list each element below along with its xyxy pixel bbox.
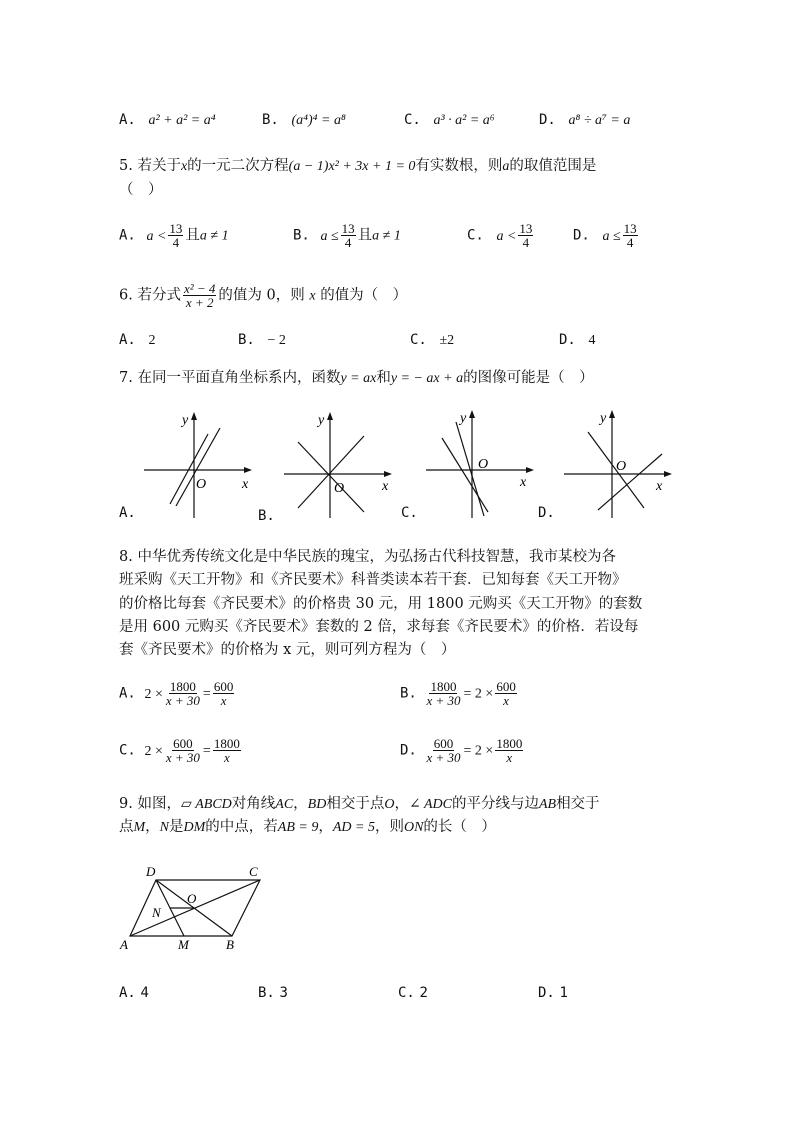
origin-label: O <box>196 477 207 492</box>
stem-text: 相交于 <box>556 796 600 812</box>
point-label-a: A <box>120 937 128 952</box>
equals-sign: = 2 × <box>463 686 494 702</box>
q8-option-b <box>400 680 519 707</box>
q5-option-c <box>467 222 535 249</box>
fraction-numerator: 1800 <box>213 736 240 751</box>
fraction-denominator: 4 <box>522 235 530 250</box>
line-y-ax <box>442 438 488 512</box>
stem-text: 点 <box>119 819 134 835</box>
q9-option-d <box>538 983 568 1003</box>
left-fraction <box>165 737 201 764</box>
option-expression: a² + a² = a⁴ <box>148 113 216 128</box>
fraction-numerator: 13 <box>341 221 355 236</box>
equation: (a − 1)x² + 3x + 1 = 0 <box>288 159 416 174</box>
fraction-numerator: 1800 <box>496 736 523 751</box>
fraction-numerator: 600 <box>213 679 234 694</box>
stem-text: 和 <box>376 370 391 386</box>
stem-text: 若分式 <box>137 287 181 304</box>
stem-text: ， <box>394 796 409 812</box>
fraction-numerator: 13 <box>623 221 637 236</box>
fraction-denominator: x <box>503 693 509 708</box>
option-label: B. <box>262 112 279 128</box>
origin-label: O <box>478 457 489 472</box>
option-value: 1 <box>559 985 568 1001</box>
q8-option-d <box>400 737 525 764</box>
q5-option-a <box>119 222 229 249</box>
axis-y-label: y <box>460 411 467 426</box>
q4-option-a <box>119 110 216 131</box>
option-label: D. <box>538 985 555 1001</box>
q9-option-b <box>258 983 288 1003</box>
axis-x-label: x <box>382 479 389 494</box>
left-fraction <box>425 680 461 707</box>
option-label: C. <box>467 227 484 244</box>
y-arrow <box>469 410 475 418</box>
x-arrow <box>244 467 252 473</box>
fraction <box>183 282 216 309</box>
y-arrow <box>327 412 333 420</box>
right-fraction <box>213 737 241 764</box>
q7-option-c-label: C. <box>401 505 418 521</box>
segment-ac: AC <box>275 797 294 812</box>
option-expression: a⁸ ÷ a⁷ = a <box>568 113 631 128</box>
option-label: B. <box>258 985 275 1001</box>
q8-option-a <box>119 680 236 707</box>
q8-stem-line-5: 套《齐民要术》的价格为 x 元，则可列方程为（ ） <box>119 642 456 658</box>
option-label: C. <box>404 112 421 128</box>
q5-answer-paren: （ ） <box>119 182 163 198</box>
option-label: C. <box>398 985 415 1001</box>
option-prefix: a ≤ <box>602 228 621 244</box>
question-number: 9. <box>119 796 133 812</box>
point-m: M <box>133 820 146 835</box>
equals-sign: = 2 × <box>463 743 494 759</box>
stem-text: ， <box>293 796 308 812</box>
stem-text: 的取值范围是 <box>509 158 597 174</box>
equals-sign: = <box>202 686 211 702</box>
option-label: B. <box>238 332 255 348</box>
fraction-denominator: x <box>223 750 230 765</box>
fraction-denominator: 4 <box>626 235 634 250</box>
option-value: 3 <box>279 985 288 1001</box>
option-value: 2 <box>419 985 428 1001</box>
segment-bd: BD <box>307 797 327 812</box>
line-y-neg-ax-plus-a <box>170 434 208 504</box>
q5-stem <box>119 156 596 177</box>
line-y-ax <box>176 428 220 506</box>
stem-text: 有实数根，则 <box>415 158 503 174</box>
y-arrow <box>191 412 197 420</box>
q7-graph-d <box>560 406 678 520</box>
fraction-numerator: 1800 <box>169 679 196 694</box>
fraction-denominator: x <box>506 750 513 765</box>
q9-stem-line-1 <box>119 794 600 815</box>
fraction-denominator: 4 <box>344 235 352 250</box>
axis-x-label: x <box>242 477 249 492</box>
right-fraction <box>495 680 517 707</box>
q9-option-c <box>398 983 428 1003</box>
x-arrow <box>526 467 534 473</box>
right-fraction <box>213 680 235 707</box>
option-label: D. <box>559 332 576 348</box>
option-label: A. <box>119 227 136 244</box>
q7-option-a-label: A. <box>119 505 136 521</box>
fraction-denominator: x + 2 <box>185 295 214 310</box>
fraction-denominator: x <box>220 693 227 708</box>
axis-x-label: x <box>656 479 663 494</box>
point-label-n: N <box>152 905 161 920</box>
question-number: 5. <box>119 158 133 174</box>
q9-option-a <box>119 983 149 1003</box>
fraction-numerator: 13 <box>519 221 533 236</box>
q6-option-b <box>238 330 286 351</box>
option-expression: a³ · a² = a⁶ <box>433 113 495 128</box>
fraction <box>168 222 183 249</box>
option-label: C. <box>119 742 136 759</box>
option-value: − 2 <box>267 333 286 348</box>
fraction <box>518 222 533 249</box>
stem-text: 如图， <box>137 796 181 812</box>
option-value: 4 <box>140 985 149 1001</box>
option-label: B. <box>400 685 417 702</box>
variable: x <box>309 288 316 304</box>
q9-stem-line-2 <box>119 817 496 838</box>
option-value: ±2 <box>439 333 455 348</box>
option-suffix: 且 <box>357 227 373 244</box>
q8-stem-line-4: 是用 600 元购买《齐民要术》套数的 2 倍，求每套《齐民要术》的价格．若设每 <box>119 619 639 635</box>
q4-option-d <box>539 110 630 131</box>
axis-y-label: y <box>600 411 607 426</box>
angle-adc: ∠ ADC <box>408 797 452 812</box>
question-number: 6. <box>119 287 133 304</box>
stem-text: 的中点，若 <box>205 819 278 835</box>
fraction-numerator: 1800 <box>430 679 457 694</box>
option-suffix: 且 <box>185 227 200 244</box>
fraction-numerator: 600 <box>433 736 454 751</box>
q4-option-b <box>262 110 346 131</box>
option-prefix: a < <box>496 228 517 244</box>
left-coefficient: 2 × <box>144 743 163 759</box>
stem-text: 的一元二次方程 <box>187 158 289 174</box>
point-label-c: C <box>249 864 258 879</box>
equals-sign: = <box>202 743 211 759</box>
function-2: y = − ax + a <box>390 371 464 386</box>
question-number: 8. <box>119 549 133 565</box>
fraction-denominator: x + 30 <box>165 750 200 765</box>
condition-ab: AB = 9 <box>277 820 319 835</box>
left-fraction <box>165 680 201 707</box>
option-label: A. <box>119 332 136 348</box>
q7-option-b-label: B. <box>258 508 275 524</box>
option-label: D. <box>573 227 590 244</box>
origin-label: O <box>334 481 345 496</box>
stem-text: 相交于点 <box>326 796 385 812</box>
q6-option-d <box>559 330 595 351</box>
q6-stem <box>119 282 407 309</box>
y-arrow <box>609 410 615 418</box>
option-value: 2 <box>148 333 156 348</box>
stem-text: 的图像可能是（ ） <box>463 370 594 386</box>
variable: a <box>502 159 510 174</box>
left-coefficient: 2 × <box>144 686 163 702</box>
q4-option-c <box>404 110 495 131</box>
point-label-d: D <box>146 864 156 879</box>
option-label: D. <box>400 742 417 759</box>
stem-text: 是 <box>169 819 184 835</box>
fraction-denominator: x + 30 <box>165 693 200 708</box>
option-value: 4 <box>588 333 596 348</box>
fraction-denominator: 4 <box>172 235 180 250</box>
point-o: O <box>384 797 395 812</box>
option-expression: (a⁴)⁴ = a⁸ <box>291 113 346 128</box>
fraction <box>623 222 638 249</box>
q8-stem-line-2: 班采购《天工开物》和《齐民要术》科普类读本若干套．已知每套《天工开物》 <box>119 572 627 588</box>
question-number: 7. <box>119 370 133 386</box>
point-label-m: M <box>178 937 189 952</box>
q7-graph-b <box>280 408 398 520</box>
q7-graph-a <box>140 408 258 520</box>
stem-text: 的值为 0，则 <box>218 287 305 304</box>
q7-graph-c <box>422 404 540 520</box>
q7-option-d-label: D. <box>538 505 555 521</box>
fraction-numerator: 600 <box>173 736 193 751</box>
stem-text: 对角线 <box>231 796 276 812</box>
line-y-neg-ax-plus-a <box>298 442 364 512</box>
q8-stem-line-1 <box>119 547 616 567</box>
stem-text: 若关于 <box>137 158 181 174</box>
q8-option-c <box>119 737 243 764</box>
stem-text: 的值为（ ） <box>320 287 408 304</box>
stem-text: 的平分线与边 <box>451 796 539 812</box>
right-fraction <box>495 737 523 764</box>
point-label-o: O <box>187 891 197 906</box>
point-label-b: B <box>226 937 234 952</box>
q6-option-a <box>119 330 155 351</box>
option-extra: a ≠ 1 <box>372 228 401 244</box>
x-arrow <box>664 471 672 477</box>
line-y-ax <box>298 436 364 508</box>
fraction-denominator: x + 30 <box>426 750 461 765</box>
segment-dm: DM <box>183 820 206 835</box>
stem-text: 中华优秀传统文化是中华民族的瑰宝，为弘扬古代科技智慧，我市某校为各 <box>137 549 616 565</box>
option-label: A. <box>119 685 136 702</box>
option-extra: a ≠ 1 <box>199 228 229 244</box>
option-label: A. <box>119 112 136 128</box>
x-arrow <box>384 471 392 477</box>
q5-option-d <box>573 222 640 249</box>
left-fraction <box>425 737 461 764</box>
stem-text: 在同一平面直角坐标系内，函数 <box>137 370 341 386</box>
option-label: D. <box>539 112 556 128</box>
stem-text: ， <box>318 819 333 835</box>
parallelogram-symbol: ▱ ABCD <box>180 797 232 812</box>
line-y-neg-ax-plus-a <box>598 454 662 510</box>
condition-ad: AD = 5 <box>332 820 375 835</box>
fraction-numerator: 600 <box>496 679 516 694</box>
option-label: A. <box>119 985 136 1001</box>
origin-label: O <box>616 459 627 474</box>
variable: x <box>180 159 188 174</box>
fraction-numerator: 13 <box>169 221 183 236</box>
option-label: B. <box>293 227 310 244</box>
stem-text: 的长（ ） <box>423 819 496 835</box>
option-prefix: a < <box>146 228 167 244</box>
stem-text: ，则 <box>374 819 404 835</box>
axis-y-label: y <box>182 413 189 428</box>
q8-stem-line-3: 的价格比每套《齐民要术》的价格贵 30 元，用 1800 元购买《天工开物》的套数 <box>119 596 643 612</box>
q9-parallelogram-figure <box>116 860 276 952</box>
axis-y-label: y <box>318 413 325 428</box>
fraction <box>341 222 356 249</box>
q5-option-b <box>293 222 401 249</box>
segment-on: ON <box>403 820 424 835</box>
option-prefix: a ≤ <box>320 228 339 244</box>
fraction-denominator: x + 30 <box>426 693 461 708</box>
option-label: C. <box>410 332 427 348</box>
axis-x-label: x <box>520 475 527 490</box>
stem-text: ， <box>145 819 160 835</box>
q6-option-c <box>410 330 454 351</box>
segment-ab: AB <box>538 797 557 812</box>
point-n: N <box>159 820 170 835</box>
function-1: y = ax <box>340 371 377 386</box>
fraction-numerator: x² − 4 <box>183 281 216 296</box>
q7-stem <box>119 368 594 389</box>
